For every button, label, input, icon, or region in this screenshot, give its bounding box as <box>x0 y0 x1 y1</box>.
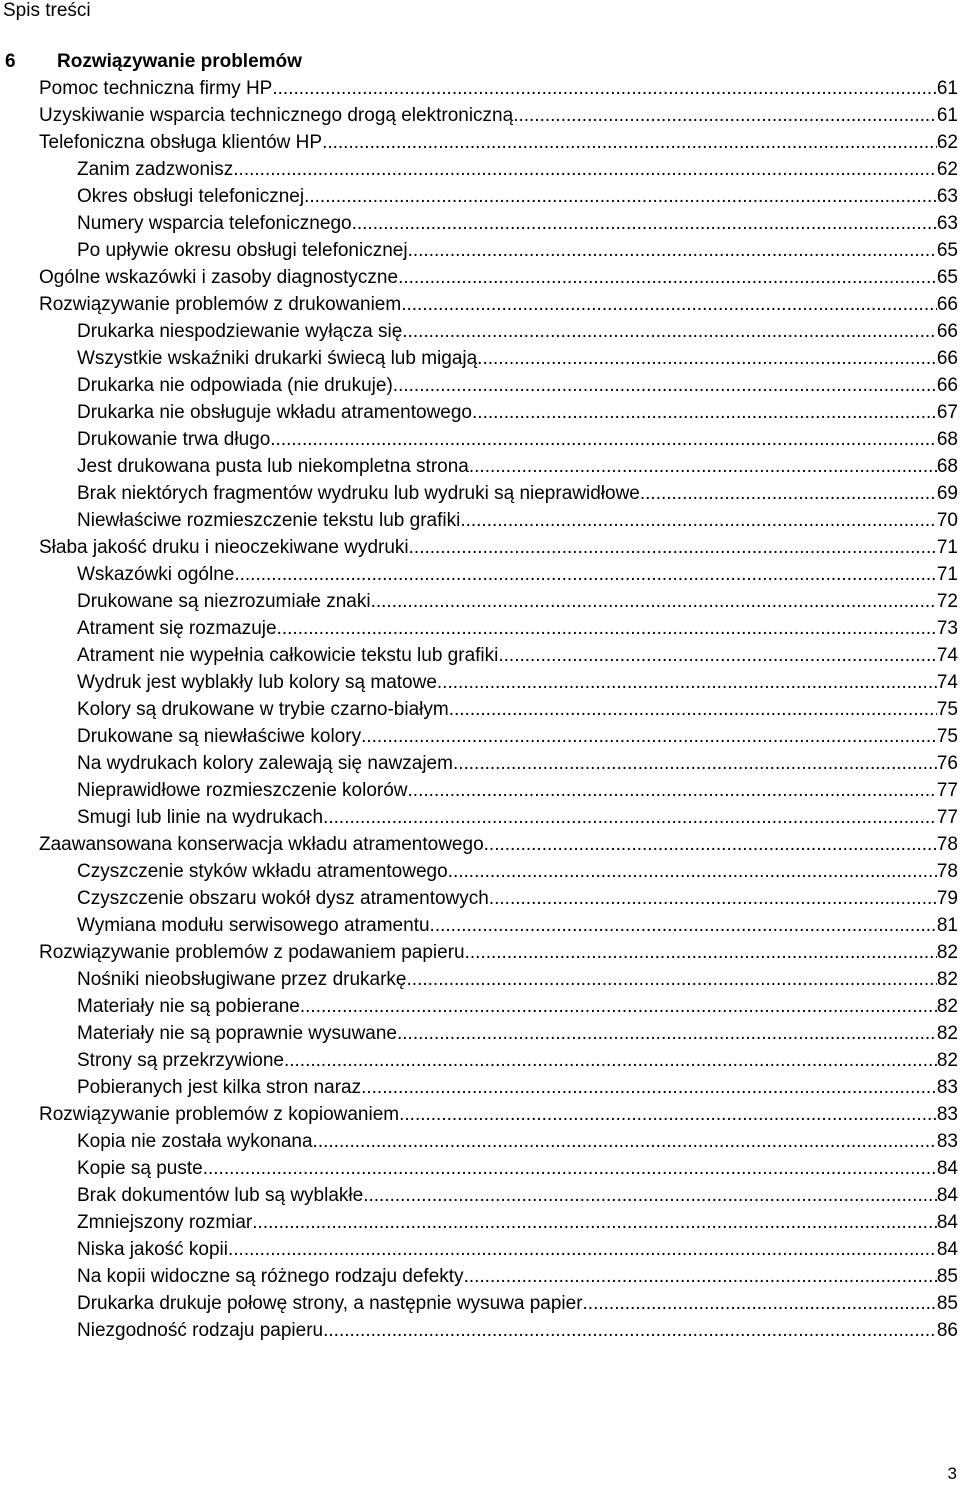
dot-leader <box>397 1022 937 1046</box>
dot-leader <box>300 995 937 1019</box>
toc-entry-title: Jest drukowana pusta lub niekompletna strona <box>77 456 469 477</box>
dot-leader <box>448 860 937 884</box>
toc-entry-page: 72 <box>936 591 958 612</box>
dot-leader <box>430 914 937 938</box>
toc-entry-title: Drukowane są niewłaściwe kolory <box>77 726 362 747</box>
toc-entry-page: 66 <box>936 321 958 342</box>
toc-entry[interactable] <box>0 1157 960 1184</box>
toc-entry[interactable] <box>0 347 960 374</box>
chapter-number: 6 <box>5 51 16 72</box>
toc-entry-title: Nieprawidłowe rozmieszczenie kolorów <box>77 780 408 801</box>
toc-entry-page: 67 <box>936 402 958 423</box>
toc-entry-page: 77 <box>936 807 958 828</box>
toc-entry-page: 69 <box>936 483 958 504</box>
toc-entry-page: 74 <box>936 645 958 666</box>
toc-entry-title: Na kopii widoczne są różnego rodzaju defekty <box>77 1266 464 1287</box>
dot-leader <box>323 806 937 830</box>
dot-leader <box>228 1238 937 1262</box>
toc-entry-title: Na wydrukach kolory zalewają się nawzajem <box>77 753 453 774</box>
toc-entry-title: Kopia nie została wykonana <box>77 1131 313 1152</box>
toc-entry-title: Numery wsparcia telefonicznego <box>77 213 352 234</box>
toc-entry[interactable] <box>0 158 960 185</box>
toc-entry-title: Strony są przekrzywione <box>77 1050 284 1071</box>
toc-entry-page: 65 <box>936 267 958 288</box>
toc-entry-page: 84 <box>936 1239 958 1260</box>
dot-leader <box>234 563 937 587</box>
toc-entry[interactable] <box>0 1265 960 1292</box>
toc-entry[interactable] <box>0 185 960 212</box>
toc-entry-title: Atrament nie wypełnia całkowicie tekstu lub grafiki <box>77 645 499 666</box>
dot-leader <box>304 185 937 209</box>
toc-entry[interactable] <box>0 77 960 104</box>
toc-entry-page: 84 <box>936 1158 958 1179</box>
toc-entry-page: 68 <box>936 456 958 477</box>
toc-entry[interactable] <box>0 1211 960 1238</box>
toc-entry[interactable] <box>0 1319 960 1346</box>
toc-entry[interactable] <box>0 293 960 320</box>
toc-entry-page: 74 <box>936 672 958 693</box>
toc-entry-title: Drukowane są niezrozumiałe znaki <box>77 591 371 612</box>
toc-entry-title: Wszystkie wskaźniki drukarki świecą lub migają <box>77 348 478 369</box>
toc-entry-page: 73 <box>936 618 958 639</box>
toc-entry-page: 66 <box>936 375 958 396</box>
toc-entry[interactable] <box>0 104 960 131</box>
toc-entry[interactable] <box>0 131 960 158</box>
toc-entry-title: Smugi lub linie na wydrukach <box>77 807 324 828</box>
toc-entry-title: Rozwiązywanie problemów z drukowaniem <box>39 294 402 315</box>
toc-entry[interactable] <box>0 590 960 617</box>
toc-entry-page: 82 <box>936 996 958 1017</box>
toc-entry-page: 81 <box>936 915 958 936</box>
toc-entry-title: Okres obsługi telefonicznej <box>77 186 305 207</box>
toc-entry[interactable] <box>0 671 960 698</box>
dot-leader <box>352 212 937 236</box>
toc-entry-title: Kolory są drukowane w trybie czarno-białym <box>77 699 449 720</box>
toc-entry-page: 84 <box>936 1185 958 1206</box>
toc-entry-page: 77 <box>936 780 958 801</box>
dot-leader <box>460 509 937 533</box>
toc-entry[interactable] <box>0 968 960 995</box>
toc-entry-title: Zmniejszony rozmiar <box>77 1212 253 1233</box>
dot-leader <box>402 320 937 344</box>
toc-entry[interactable] <box>0 617 960 644</box>
dot-leader <box>583 1292 937 1316</box>
toc-entry-title: Telefoniczna obsługa klientów HP <box>39 132 323 153</box>
toc-entry[interactable] <box>0 725 960 752</box>
toc-entry-page: 78 <box>936 834 958 855</box>
dot-leader <box>371 590 937 614</box>
toc-entry[interactable] <box>0 887 960 914</box>
toc-entry-page: 82 <box>936 969 958 990</box>
toc-entry[interactable] <box>0 212 960 239</box>
toc-entry-title: Drukarka drukuje połowę strony, a następnie wysuwa papier <box>77 1293 583 1314</box>
toc-entry-title: Brak niektórych fragmentów wydruku lub wydruki są nieprawidłowe <box>77 483 640 504</box>
dot-leader <box>399 1103 937 1127</box>
dot-leader <box>313 1130 937 1154</box>
toc-entry-title: Uzyskiwanie wsparcia technicznego drogą elektroniczną <box>39 105 514 126</box>
toc-entry[interactable] <box>0 509 960 536</box>
toc-entry[interactable] <box>0 1076 960 1103</box>
dot-leader <box>469 455 937 479</box>
toc-entry-page: 78 <box>936 861 958 882</box>
dot-leader <box>489 887 937 911</box>
toc-entry-title: Czyszczenie obszaru wokół dysz atramentowych <box>77 888 489 909</box>
toc-entry[interactable] <box>0 806 960 833</box>
toc-entry[interactable] <box>0 995 960 1022</box>
dot-leader <box>453 752 937 776</box>
dot-leader <box>484 833 937 857</box>
toc-entry[interactable] <box>0 1238 960 1265</box>
toc-entry[interactable] <box>0 752 960 779</box>
toc-entry[interactable] <box>0 833 960 860</box>
toc-entry[interactable] <box>0 1103 960 1130</box>
toc-entry-page: 71 <box>936 537 958 558</box>
toc-entry-page: 85 <box>936 1266 958 1287</box>
toc-entry-title: Zanim zadzwonisz <box>77 159 234 180</box>
toc-entry-page: 66 <box>936 294 958 315</box>
dot-leader <box>277 617 937 641</box>
toc-entry-title: Wydruk jest wyblakły lub kolory są matowe <box>77 672 437 693</box>
toc-entry[interactable] <box>0 914 960 941</box>
toc-entry[interactable] <box>0 563 960 590</box>
dot-leader <box>437 671 937 695</box>
dot-leader <box>398 266 937 290</box>
dot-leader <box>272 77 937 101</box>
dot-leader <box>233 158 937 182</box>
toc-entry-title: Drukarka niespodziewanie wyłącza się <box>77 321 403 342</box>
toc-entry[interactable] <box>0 455 960 482</box>
chapter-title: Rozwiązywanie problemów <box>57 51 302 72</box>
dot-leader <box>401 293 937 317</box>
toc-entry-title: Nośniki nieobsługiwane przez drukarkę <box>77 969 407 990</box>
toc-entry-title: Rozwiązywanie problemów z kopiowaniem <box>39 1104 400 1125</box>
toc-entry-page: 85 <box>936 1293 958 1314</box>
toc-entry[interactable] <box>0 698 960 725</box>
dot-leader <box>472 401 937 425</box>
dot-leader <box>284 1049 937 1073</box>
dot-leader <box>464 1265 937 1289</box>
toc-entry-title: Kopie są puste <box>77 1158 203 1179</box>
toc-entry[interactable] <box>0 482 960 509</box>
dot-leader <box>361 1076 937 1100</box>
toc-entry-page: 63 <box>936 186 958 207</box>
toc-entry-title: Wskazówki ogólne <box>77 564 235 585</box>
dot-leader <box>640 482 937 506</box>
toc-entry[interactable] <box>0 401 960 428</box>
dot-leader <box>252 1211 937 1235</box>
toc-entry[interactable] <box>0 1130 960 1157</box>
toc-entry-title: Po upływie okresu obsługi telefonicznej <box>77 240 408 261</box>
toc-entry-page: 61 <box>936 78 958 99</box>
toc-entry-title: Pomoc techniczna firmy HP <box>39 78 273 99</box>
toc-entry-page: 83 <box>936 1131 958 1152</box>
toc-entry-title: Wymiana modułu serwisowego atramentu <box>77 915 430 936</box>
toc-entry[interactable] <box>0 1022 960 1049</box>
dot-leader <box>498 644 937 668</box>
toc-entry-title: Zaawansowana konserwacja wkładu atramentowego <box>39 834 484 855</box>
toc-entry[interactable] <box>0 1049 960 1076</box>
page-title: Spis treści <box>3 0 91 21</box>
toc-entry-title: Pobieranych jest kilka stron naraz <box>77 1077 362 1098</box>
dot-leader <box>477 347 937 371</box>
dot-leader <box>361 725 937 749</box>
toc-entry-page: 68 <box>936 429 958 450</box>
dot-leader <box>409 536 937 560</box>
toc-entry-title: Niezgodność rodzaju papieru <box>77 1320 324 1341</box>
toc-entry-title: Atrament się rozmazuje <box>77 618 277 639</box>
toc-entry-title: Czyszczenie styków wkładu atramentowego <box>77 861 448 882</box>
chapter-heading[interactable] <box>5 50 955 74</box>
toc-entry-page: 76 <box>936 753 958 774</box>
dot-leader <box>408 239 937 263</box>
dot-leader <box>203 1157 937 1181</box>
toc-entry-page: 61 <box>936 105 958 126</box>
dot-leader <box>363 1184 937 1208</box>
toc-entry-page: 82 <box>936 1050 958 1071</box>
toc-entry[interactable] <box>0 536 960 563</box>
toc-entry[interactable] <box>0 428 960 455</box>
toc-entry[interactable] <box>0 266 960 293</box>
toc-entry-page: 65 <box>936 240 958 261</box>
toc-entry-title: Brak dokumentów lub są wyblakłe <box>77 1185 364 1206</box>
page-number: 3 <box>947 1464 957 1483</box>
toc-entry-page: 71 <box>936 564 958 585</box>
toc-entry-page: 83 <box>936 1104 958 1125</box>
toc-entry[interactable] <box>0 779 960 806</box>
dot-leader <box>322 131 937 155</box>
toc-entry-title: Niewłaściwe rozmieszczenie tekstu lub grafiki <box>77 510 461 531</box>
toc-entry-page: 83 <box>936 1077 958 1098</box>
toc-entry-title: Materiały nie są poprawnie wysuwane <box>77 1023 397 1044</box>
toc-entry-page: 62 <box>936 159 958 180</box>
dot-leader <box>449 698 937 722</box>
toc-entry-page: 62 <box>936 132 958 153</box>
toc-entry-page: 75 <box>936 699 958 720</box>
toc-entry[interactable] <box>0 1184 960 1211</box>
dot-leader <box>407 968 937 992</box>
dot-leader <box>323 1319 937 1343</box>
toc-entry-page: 79 <box>936 888 958 909</box>
toc-entry[interactable] <box>0 644 960 671</box>
toc-entry-page: 66 <box>936 348 958 369</box>
toc-entry-title: Ogólne wskazówki i zasoby diagnostyczne <box>39 267 399 288</box>
table-of-contents <box>0 77 960 1346</box>
toc-entry-title: Drukarka nie obsługuje wkładu atramentowego <box>77 402 473 423</box>
toc-entry-page: 82 <box>936 942 958 963</box>
toc-entry-title: Niska jakość kopii <box>77 1239 228 1260</box>
toc-entry-page: 82 <box>936 1023 958 1044</box>
toc-entry[interactable] <box>0 860 960 887</box>
toc-entry-title: Drukowanie trwa długo <box>77 429 271 450</box>
dot-leader <box>270 428 937 452</box>
dot-leader <box>513 104 937 128</box>
toc-entry-title: Słaba jakość druku i nieoczekiwane wydruki <box>39 537 409 558</box>
toc-entry-title: Drukarka nie odpowiada (nie drukuje) <box>77 375 393 396</box>
dot-leader <box>465 941 937 965</box>
toc-entry[interactable] <box>0 941 960 968</box>
toc-entry-page: 86 <box>936 1320 958 1341</box>
toc-entry[interactable] <box>0 1292 960 1319</box>
dot-leader <box>393 374 937 398</box>
toc-entry[interactable] <box>0 239 960 266</box>
dot-leader <box>408 779 937 803</box>
toc-entry-page: 84 <box>936 1212 958 1233</box>
toc-entry[interactable] <box>0 374 960 401</box>
toc-entry-title: Rozwiązywanie problemów z podawaniem papieru <box>39 942 465 963</box>
toc-entry-page: 70 <box>936 510 958 531</box>
toc-entry-page: 63 <box>936 213 958 234</box>
toc-entry[interactable] <box>0 320 960 347</box>
toc-entry-title: Materiały nie są pobierane <box>77 996 300 1017</box>
toc-entry-page: 75 <box>936 726 958 747</box>
